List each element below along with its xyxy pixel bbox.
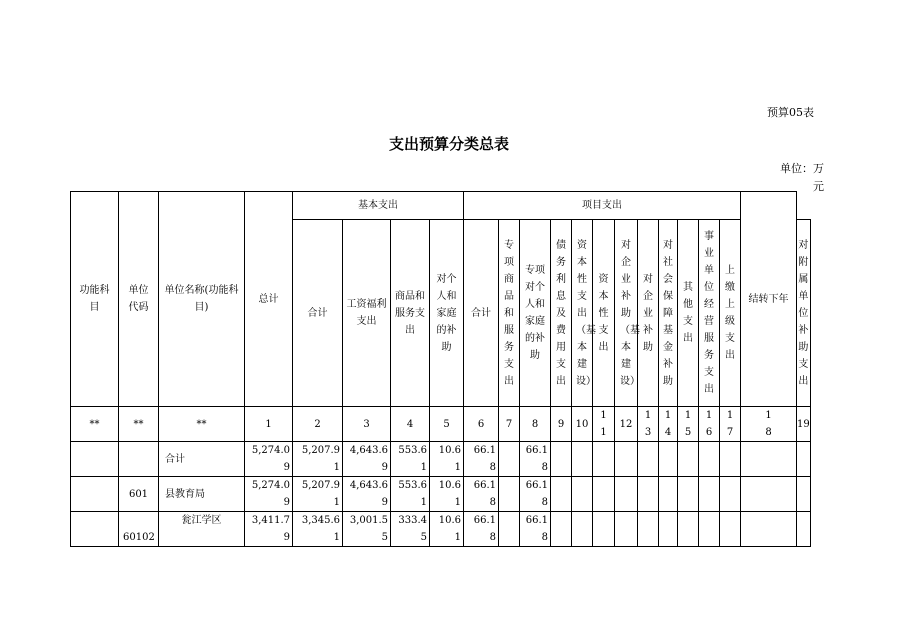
goods-cell: 333.45 [391,512,430,547]
empty-cell [741,512,797,547]
header-proj-total: 合计 [464,220,499,407]
empty-cell [741,477,797,512]
total-cell: 3,411.79 [245,512,293,547]
index-cell: 1 [245,407,293,442]
empty-cell [593,442,615,477]
empty-cell [638,442,659,477]
index-cell: 9 [551,407,572,442]
empty-cell [615,512,638,547]
basic-total-cell: 5,207.91 [293,442,343,477]
header-social: 对社会保障基金补助 [659,220,678,407]
basic-total-cell: 5,207.91 [293,477,343,512]
empty-cell [615,442,638,477]
table-row [71,477,811,512]
empty-cell [797,512,811,547]
empty-cell [659,442,678,477]
unit-label: 单位：万元 [780,162,824,193]
header-proj-goods: 专项商品和服务支出 [499,220,520,407]
func-cell [71,512,119,547]
empty-cell [551,512,572,547]
table-row [71,512,811,547]
empty-cell [699,442,720,477]
proj-personal-cell: 66.18 [520,477,551,512]
personal-cell: 10.61 [430,442,464,477]
index-row [71,407,811,442]
empty-cell [720,512,741,547]
basic-total-cell: 3,345.61 [293,512,343,547]
goods-cell: 553.61 [391,477,430,512]
empty-cell [572,442,593,477]
salary-cell: 4,643.69 [343,442,391,477]
header-enterprise: 对企业补助 [638,220,659,407]
empty-cell [551,477,572,512]
empty-cell [720,442,741,477]
proj-total-cell: 66.18 [464,512,499,547]
index-cell: 19 [797,407,811,442]
header-other: 其他支出 [678,220,699,407]
empty-cell [659,477,678,512]
proj-personal-cell: 66.18 [520,442,551,477]
empty-cell [593,512,615,547]
index-cell: 16 [699,407,720,442]
empty-cell [678,512,699,547]
total-cell: 5,274.09 [245,477,293,512]
proj-goods-cell [499,512,520,547]
index-cell: 13 [638,407,659,442]
header-capital: 资本性支出 [593,220,615,407]
index-cell: 8 [520,407,551,442]
index-cell: 6 [464,407,499,442]
proj-total-cell: 66.18 [464,442,499,477]
index-cell: 18 [741,407,797,442]
empty-cell [638,512,659,547]
header-enterprise-basic: 对企业补助（基本建设） [615,220,638,407]
empty-cell [699,512,720,547]
proj-goods-cell [499,477,520,512]
empty-cell [593,477,615,512]
index-cell: ** [159,407,245,442]
personal-cell: 10.61 [430,477,464,512]
form-code: 预算05表 [767,106,814,119]
empty-cell [551,442,572,477]
header-basic-group: 基本支出 [293,192,464,220]
empty-cell [615,477,638,512]
index-cell: ** [71,407,119,442]
index-cell: 10 [572,407,593,442]
empty-cell [741,442,797,477]
name-cell: 县教育局 [159,477,245,512]
index-cell: 14 [659,407,678,442]
empty-cell [678,442,699,477]
index-cell: 3 [343,407,391,442]
page-title: 支出预算分类总表 [388,135,509,153]
budget-table [70,191,811,547]
empty-cell [572,512,593,547]
goods-cell: 553.61 [391,442,430,477]
header-proj-personal: 专项对个人和家庭的补助 [520,220,551,407]
header-carry: 结转下年 [741,192,797,407]
empty-cell [797,477,811,512]
total-cell: 5,274.09 [245,442,293,477]
code-cell: 60102 [119,512,159,547]
empty-cell [720,477,741,512]
header-unit-code: 单位代码 [119,192,159,407]
proj-total-cell: 66.18 [464,477,499,512]
empty-cell [699,477,720,512]
func-cell [71,477,119,512]
header-total: 总计 [245,192,293,407]
header-capital-basic: 资本性支出（基本建设） [572,220,593,407]
header-business: 事业单位经营服务支出 [699,220,720,407]
header-personal: 对个人和家庭的补助 [430,220,464,407]
table-row [71,442,811,477]
index-cell: 17 [720,407,741,442]
code-cell [119,442,159,477]
name-cell: 合计 [159,442,245,477]
name-cell: 瓮江学区 [159,512,245,547]
index-cell: 2 [293,407,343,442]
header-debt: 债务利息及费用支出 [551,220,572,407]
header-func-subject: 功能科目 [71,192,119,407]
proj-goods-cell [499,442,520,477]
header-upper: 上缴上级支出 [720,220,741,407]
header-project-group: 项目支出 [464,192,741,220]
index-cell: 12 [615,407,638,442]
header-unit-name: 单位名称(功能科目) [159,192,245,407]
personal-cell: 10.61 [430,512,464,547]
index-cell: 15 [678,407,699,442]
empty-cell [678,477,699,512]
index-cell: ** [119,407,159,442]
empty-cell [638,477,659,512]
salary-cell: 3,001.55 [343,512,391,547]
empty-cell [659,512,678,547]
header-goods: 商品和服务支出 [391,220,430,407]
empty-cell [797,442,811,477]
index-cell: 7 [499,407,520,442]
index-cell: 4 [391,407,430,442]
code-cell: 601 [119,477,159,512]
index-cell: 5 [430,407,464,442]
header-basic-total: 合计 [293,220,343,407]
salary-cell: 4,643.69 [343,477,391,512]
header-affiliate: 对附属单位补助支出 [797,220,811,407]
header-salary: 工资福利支出 [343,220,391,407]
index-cell: 11 [593,407,615,442]
empty-cell [572,477,593,512]
func-cell [71,442,119,477]
proj-personal-cell: 66.18 [520,512,551,547]
